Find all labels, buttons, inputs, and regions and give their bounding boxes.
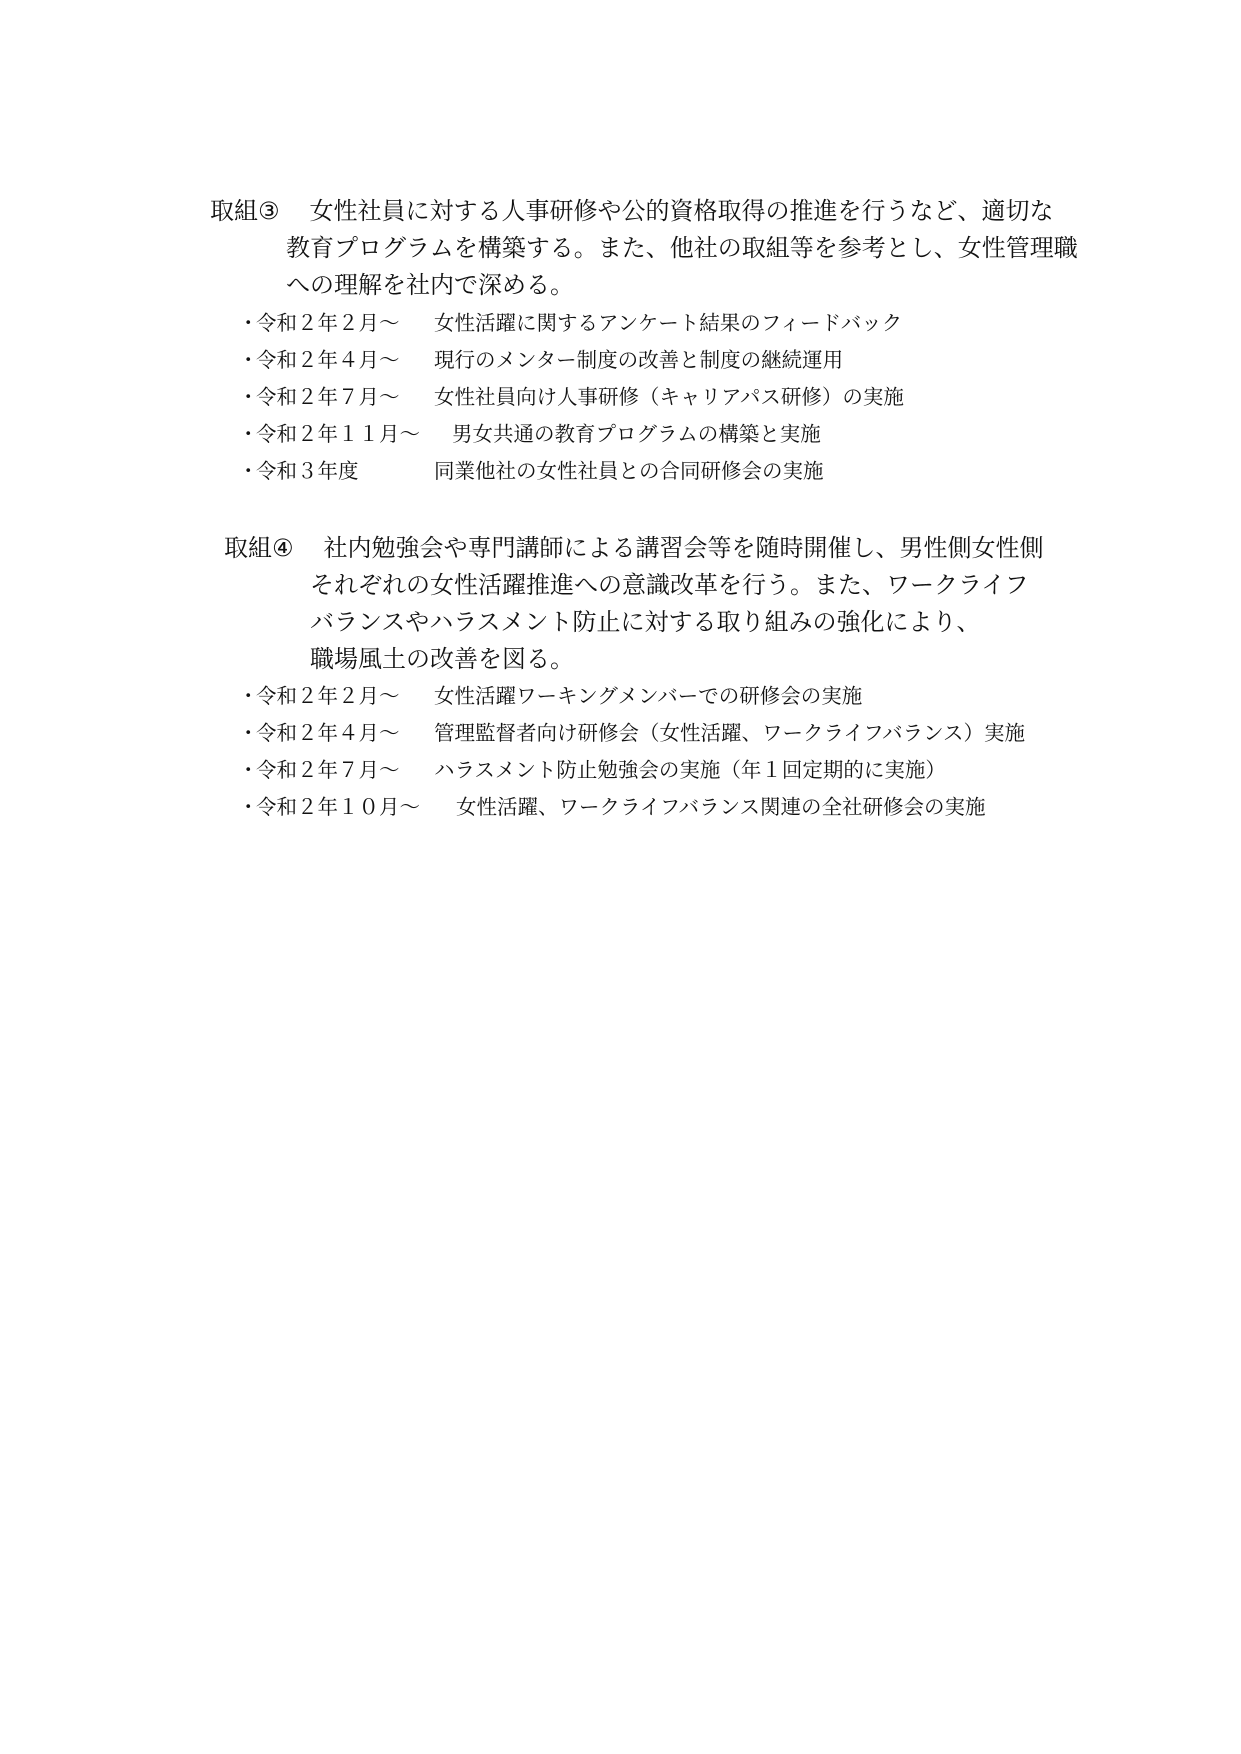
item-description: 同業他社の女性社員との合同研修会の実施 xyxy=(434,459,824,483)
bullet-mark: ・ xyxy=(238,311,259,335)
item-date: 令和２年７月～ xyxy=(256,385,400,409)
initiative-heading-line xyxy=(224,530,1044,566)
bullet-mark: ・ xyxy=(238,348,259,372)
bullet-mark: ・ xyxy=(238,795,259,819)
item-description: 女性社員向け人事研修（キャリアパス研修）の実施 xyxy=(434,385,904,409)
item-date: 令和２年２月～ xyxy=(256,311,400,335)
initiative-heading-line xyxy=(310,567,1029,603)
item-date: 令和２年４月～ xyxy=(256,721,400,745)
list-item xyxy=(238,308,903,338)
item-description: 女性活躍ワーキングメンバーでの研修会の実施 xyxy=(434,684,863,708)
list-item xyxy=(238,456,824,486)
list-item xyxy=(238,345,844,375)
bullet-mark: ・ xyxy=(238,422,259,446)
initiative-heading-line xyxy=(210,193,1054,229)
initiative-heading-text: 女性社員に対する人事研修や公的資格取得の推進を行うなど、適切な xyxy=(309,197,1054,225)
item-date: 令和２年７月～ xyxy=(256,758,400,782)
bullet-mark: ・ xyxy=(238,385,259,409)
initiative-heading-text: への理解を社内で深める。 xyxy=(286,271,574,299)
list-item xyxy=(238,792,986,822)
initiative-heading-text: それぞれの女性活躍推進への意識改革を行う。また、ワークライフ xyxy=(310,571,1029,599)
initiative-label: 取組④ xyxy=(224,534,294,562)
item-date: 令和３年度 xyxy=(256,459,359,483)
list-item xyxy=(238,681,863,711)
list-item xyxy=(238,718,1026,748)
item-description: 女性活躍、ワークライフバランス関連の全社研修会の実施 xyxy=(456,795,986,819)
initiative-heading-text: 社内勉強会や専門講師による講習会等を随時開催し、男性側女性側 xyxy=(323,534,1044,562)
item-description: 女性活躍に関するアンケート結果のフィードバック xyxy=(434,311,903,335)
item-date: 令和２年１１月～ xyxy=(256,422,420,446)
initiative-heading-text: 教育プログラムを構築する。また、他社の取組等を参考とし、女性管理職 xyxy=(286,234,1078,262)
item-description: 男女共通の教育プログラムの構築と実施 xyxy=(452,422,821,446)
list-item xyxy=(238,382,904,412)
item-date: 令和２年４月～ xyxy=(256,348,400,372)
initiative-heading-line xyxy=(286,230,1078,266)
item-description: ハラスメント防止勉強会の実施（年１回定期的に実施） xyxy=(434,758,946,782)
initiative-heading-text: 職場風土の改善を図る。 xyxy=(310,645,574,673)
initiative-label: 取組③ xyxy=(210,197,280,225)
item-description: 現行のメンター制度の改善と制度の継続運用 xyxy=(434,348,844,372)
item-date: 令和２年２月～ xyxy=(256,684,400,708)
initiative-heading-line xyxy=(286,267,582,303)
bullet-mark: ・ xyxy=(238,459,259,483)
item-description: 管理監督者向け研修会（女性活躍、ワークライフバランス）実施 xyxy=(434,721,1026,745)
list-item xyxy=(238,755,946,785)
list-item xyxy=(238,419,821,449)
initiative-heading-text: バランスやハラスメント防止に対する取り組みの強化により、 xyxy=(310,608,981,636)
bullet-mark: ・ xyxy=(238,684,259,708)
bullet-mark: ・ xyxy=(238,758,259,782)
initiative-heading-line xyxy=(310,641,582,677)
bullet-mark: ・ xyxy=(238,721,259,745)
initiative-heading-line xyxy=(310,604,995,640)
item-date: 令和２年１０月～ xyxy=(256,795,420,819)
